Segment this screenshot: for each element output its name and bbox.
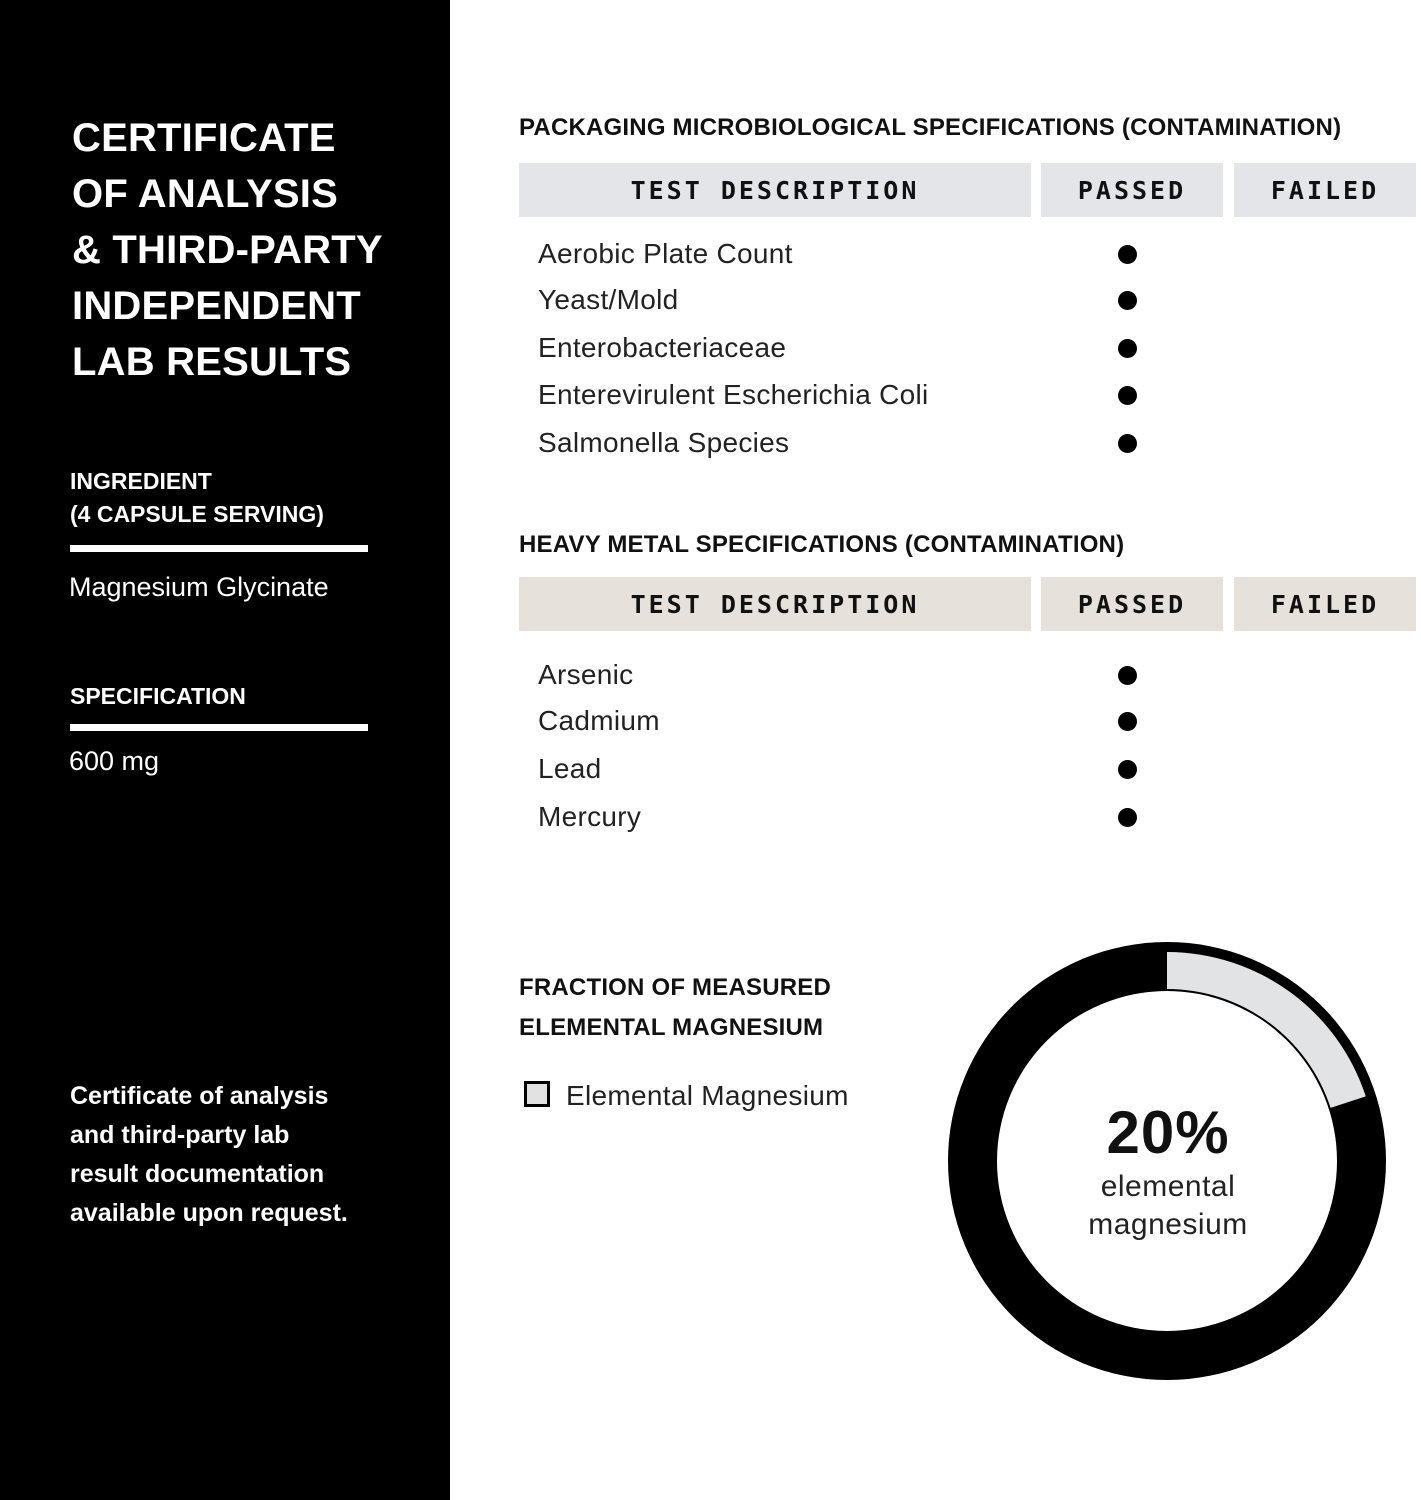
donut-caption [1068, 1168, 1268, 1244]
title-line: LAB RESULTS [72, 340, 352, 384]
title-line: & THIRD-PARTY [72, 228, 383, 272]
note-line: and third-party lab [70, 1121, 290, 1149]
micro-row [538, 324, 1178, 372]
metals-row [538, 745, 1178, 793]
metals-row [538, 697, 1178, 745]
ingredient-value: Magnesium Glycinate [69, 572, 329, 602]
passed-dot-icon [1118, 434, 1137, 453]
micro-header-passed: PASSED [1041, 163, 1223, 217]
passed-dot-icon [1118, 291, 1137, 310]
test-label: Lead [538, 753, 602, 784]
metals-header-test-description: TEST DESCRIPTION [519, 577, 1031, 631]
passed-dot-icon [1118, 666, 1137, 685]
micro-section-title: PACKAGING MICROBIOLOGICAL SPECIFICATIONS (CONTAMINATION) [519, 114, 1342, 141]
specification-heading-text: SPECIFICATION [70, 683, 246, 709]
metals-header-passed: PASSED [1041, 577, 1223, 631]
fraction-section-title [519, 968, 831, 1048]
certificate-title [72, 110, 432, 390]
legend-label: Elemental Magnesium [566, 1080, 849, 1111]
metals-row [538, 651, 1178, 699]
test-label: Enterevirulent Escherichia Coli [538, 379, 929, 410]
test-label: Enterobacteriaceae [538, 332, 787, 363]
micro-header-failed: FAILED [1234, 163, 1416, 217]
test-label: Salmonella Species [538, 427, 790, 458]
ingredient-divider [70, 545, 368, 552]
percent-value: 20% [1106, 1099, 1230, 1166]
ingredient-heading-line: (4 CAPSULE SERVING) [70, 501, 324, 527]
test-label: Arsenic [538, 659, 634, 690]
passed-dot-icon [1118, 712, 1137, 731]
passed-dot-icon [1118, 386, 1137, 405]
note-line: available upon request. [70, 1199, 348, 1227]
specification-value: 600 mg [69, 746, 160, 776]
passed-dot-icon [1118, 245, 1137, 264]
ingredient-heading [70, 465, 324, 531]
ingredient-heading-line: INGREDIENT [70, 468, 212, 494]
specification-divider [70, 724, 368, 731]
passed-dot-icon [1118, 808, 1137, 827]
test-label: Yeast/Mold [538, 284, 679, 315]
availability-note [70, 1077, 348, 1233]
title-line: INDEPENDENT [72, 284, 361, 328]
caption-line: elemental [1100, 1170, 1236, 1203]
fraction-title-line: ELEMENTAL MAGNESIUM [519, 1014, 824, 1041]
fraction-title-line: FRACTION OF MEASURED [519, 974, 831, 1001]
test-label: Mercury [538, 801, 642, 832]
test-label: Cadmium [538, 705, 660, 736]
passed-dot-icon [1118, 339, 1137, 358]
note-line: result documentation [70, 1160, 325, 1188]
metals-header-failed: FAILED [1234, 577, 1416, 631]
caption-line: magnesium [1088, 1208, 1248, 1241]
metals-section-title: HEAVY METAL SPECIFICATIONS (CONTAMINATION) [519, 531, 1125, 558]
micro-row [538, 419, 1178, 467]
title-line: OF ANALYSIS [72, 172, 338, 216]
micro-row [538, 276, 1178, 324]
test-label: Aerobic Plate Count [538, 238, 793, 269]
donut-center-label [1068, 1098, 1268, 1244]
legend-swatch [524, 1081, 550, 1107]
metals-row [538, 793, 1178, 841]
sidebar [0, 0, 450, 1500]
micro-header-test-description: TEST DESCRIPTION [519, 163, 1031, 217]
title-line: CERTIFICATE [72, 116, 336, 160]
specification-heading [70, 680, 246, 713]
micro-row [538, 371, 1178, 419]
micro-row [538, 230, 1178, 278]
note-line: Certificate of analysis [70, 1082, 329, 1110]
passed-dot-icon [1118, 760, 1137, 779]
